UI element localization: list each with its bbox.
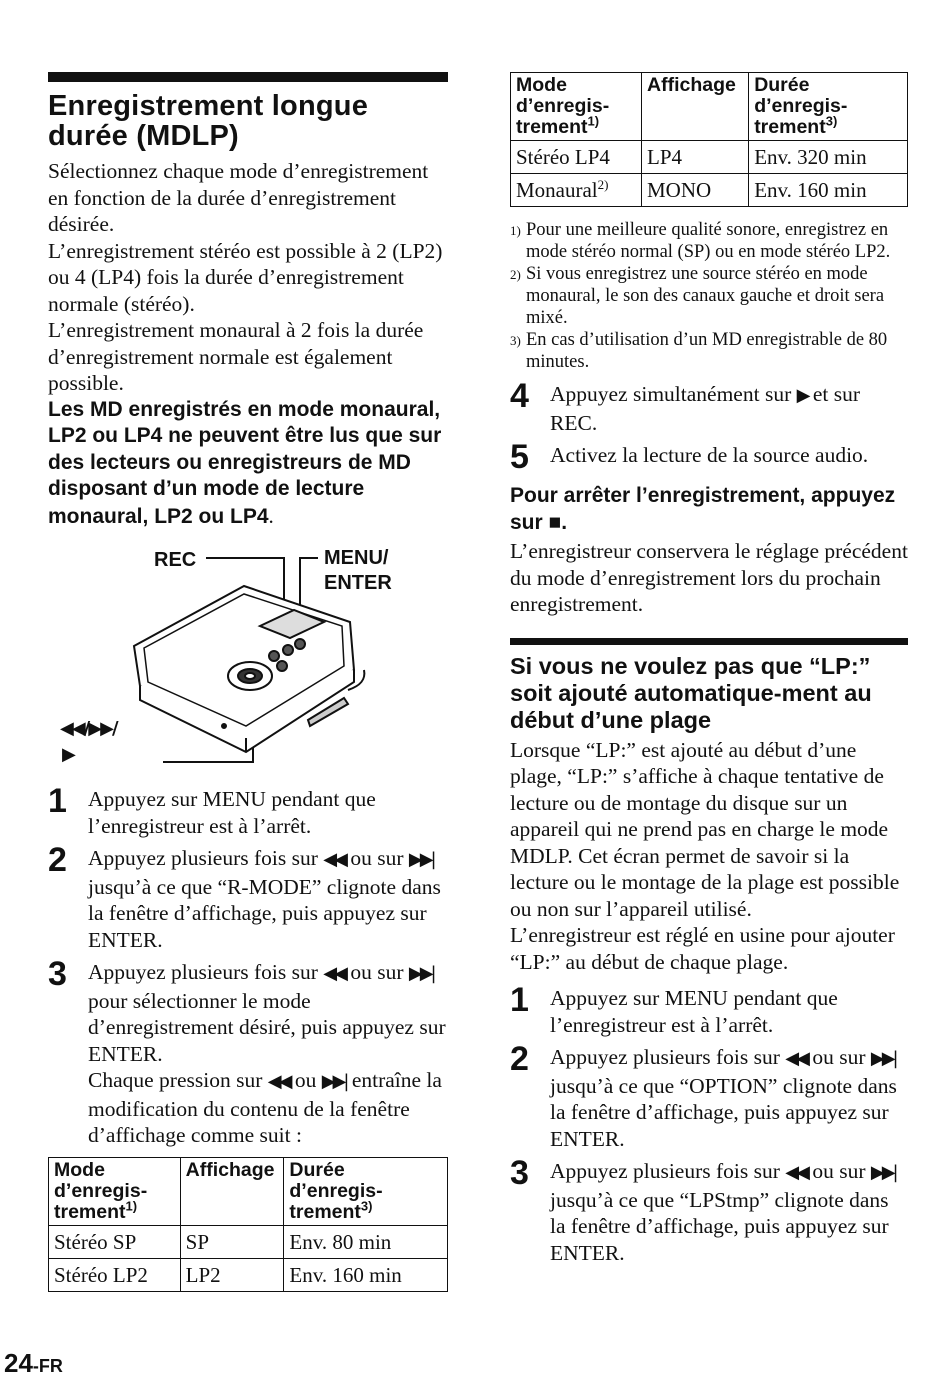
step-number: 4 [510, 377, 529, 415]
table-row [511, 174, 908, 207]
table-cell: LP4 [642, 141, 749, 174]
step-item [510, 377, 908, 436]
step-text: Activez la lecture de la source audio. [550, 443, 869, 467]
intro-paragraph: L’enregistrement monaural à 2 fois la durée d’enregistrement normale est également possible. [48, 318, 424, 395]
label-menu: MENU/ [324, 547, 389, 569]
label-play: ▶ [62, 744, 76, 765]
step-number: 5 [510, 438, 529, 476]
cell-text: Monaural [516, 178, 598, 202]
table-header [49, 1157, 181, 1225]
device-illustration [48, 530, 448, 780]
footnote-text: Pour une meilleure qualité sonore, enregistrez en mode stéréo normal (SP) ou en mode stéréo LP2. [526, 220, 891, 262]
footnote [510, 329, 908, 373]
previous-track-icon: ◀◀ [323, 849, 345, 870]
step-text-part: Appuyez plusieurs fois sur [88, 960, 324, 984]
header-text: Durée d’enregis-trement [754, 74, 848, 138]
intro-text [48, 158, 448, 397]
step-text: Appuyez sur MENU pendant que l’enregistreur est à l’arrêt. [88, 787, 376, 838]
step-text-part: ou sur [344, 960, 409, 984]
footnote-ref: 2) [597, 177, 609, 192]
compatibility-note [48, 397, 448, 531]
table-header [749, 73, 908, 141]
table-cell: Env. 80 min [284, 1225, 448, 1258]
play-icon: ▶ [796, 385, 808, 406]
page-number-value: 24 [4, 1348, 33, 1378]
section-paragraph: L’enregistreur est réglé en usine pour ajouter “LP:” au début de chaque plage. [510, 923, 895, 974]
footnote-text: En cas d’utilisation d’un MD enregistrable de 80 minutes. [526, 330, 888, 372]
step-text-part: Appuyez plusieurs fois sur [550, 1045, 786, 1069]
step-item [510, 981, 908, 1038]
table-header-row [511, 73, 908, 141]
section-text [510, 737, 908, 976]
right-column [510, 72, 908, 1272]
md-recorder-icon [48, 530, 368, 780]
step-text-part: ou sur [344, 846, 409, 870]
step-item [510, 1154, 908, 1266]
step-number: 2 [48, 841, 67, 879]
page-language: -FR [32, 1356, 63, 1376]
step-item [510, 1040, 908, 1152]
header-text: Mode d’enregis-trement [516, 74, 610, 138]
footnote-mark: 1) [510, 223, 521, 238]
section-rule [48, 72, 448, 82]
intro-paragraph: Sélectionnez chaque mode d’enregistrement en fonction de la durée d’enregistrement désirée. [48, 159, 429, 236]
step-text [550, 1044, 908, 1152]
step-item [48, 841, 448, 953]
step-number: 1 [510, 981, 529, 1019]
step-text [550, 1158, 908, 1266]
table-cell: Stéréo LP2 [49, 1258, 181, 1291]
step-item [510, 438, 908, 476]
label-enter: ENTER [324, 572, 392, 594]
step-text [88, 959, 448, 1149]
step-item [48, 955, 448, 1149]
page-title: Enregistrement longue durée (MDLP) [48, 90, 369, 152]
previous-track-icon: ◀◀ [785, 1048, 807, 1069]
step-text-part: et sur REC. [550, 382, 860, 435]
table-row [49, 1225, 448, 1258]
step-text-part: jusqu’à ce que “R-MODE” clignote dans la fenêtre d’affichage, puis appuyez sur ENTER. [88, 874, 441, 952]
mode-table [48, 1157, 448, 1292]
step-text-part: Chaque pression sur [88, 1068, 268, 1092]
label-rec: REC [154, 549, 197, 571]
table-header: Affichage [180, 1157, 284, 1225]
header-text: Durée d’enregis-trement [289, 1158, 383, 1223]
table-cell [511, 174, 642, 207]
section-title: Si vous ne voulez pas que “LP:” soit ajouté automatique-ment au début d’une plage [510, 652, 872, 733]
footnote-mark: 2) [510, 267, 521, 282]
footnote-mark: 3) [510, 333, 521, 348]
step-item [48, 782, 448, 839]
footnote-ref: 1) [125, 1198, 138, 1213]
table-header [284, 1157, 448, 1225]
table-header: Affichage [642, 73, 749, 141]
step-number: 2 [510, 1040, 529, 1078]
table-cell: Stéréo SP [49, 1225, 181, 1258]
previous-track-icon: ◀◀ [785, 1162, 807, 1183]
table-cell: Env. 160 min [284, 1258, 448, 1291]
table-cell: Env. 160 min [749, 174, 908, 207]
next-track-icon: ▶▶| [321, 1071, 347, 1092]
intro-paragraph: L’enregistrement stéréo est possible à 2 (LP2) ou 4 (LP4) fois la durée d’enregistrement normale (stéréo). [48, 238, 443, 316]
table-header [511, 73, 642, 141]
stop-heading: Pour arrêter l’enregistrement, appuyez sur ■. [510, 484, 896, 534]
label-controls: ◀◀/▶▶/ [60, 718, 117, 739]
step-text-part: Appuyez plusieurs fois sur [550, 1159, 786, 1183]
table-row [511, 141, 908, 174]
header-text: Mode d’enregis-trement [54, 1158, 148, 1223]
step-text-part: pour sélectionner le mode d’enregistrement désiré, puis appuyez sur ENTER. [88, 988, 446, 1066]
footnote [510, 219, 908, 263]
table-cell: MONO [642, 174, 749, 207]
step-text-part: ou sur [806, 1159, 871, 1183]
table-cell: LP2 [180, 1258, 284, 1291]
previous-track-icon: ◀◀ [267, 1071, 290, 1092]
step-text-part: Appuyez plusieurs fois sur [88, 846, 324, 870]
footnote-ref: 3) [825, 113, 838, 129]
mode-table [510, 72, 908, 207]
table-cell: Env. 320 min [749, 141, 908, 174]
compatibility-note-text: Les MD enregistrés en mode monaural, LP2 ou LP4 ne peuvent être lus que sur des lecteurs ou enregistreurs de MD disposant d’un mode de lecture monaural, LP2 ou LP4 [48, 397, 442, 528]
step-number: 3 [48, 955, 67, 993]
next-track-icon: ▶▶| [870, 1048, 896, 1069]
footnote-text: Si vous enregistrez une source stéréo en mode monaural, le son des canaux gauche et droit sera mixé. [526, 264, 885, 328]
step-text: Appuyez sur MENU pendant que l’enregistreur est à l’arrêt. [550, 986, 838, 1037]
section-paragraph: Lorsque “LP:” est ajouté au début d’une plage, “LP:” s’affiche à chaque tentative de lecture ou de montage du disque sur un appareil qui ne prend pas en charge le mode MDLP. Cet écran permet de savoir si la lecture ou le montage de la plage est possible ou non sur l’appareil utilisé. [510, 737, 900, 921]
step-number: 1 [48, 782, 67, 820]
table-cell: SP [180, 1225, 284, 1258]
section-rule [510, 638, 908, 645]
step-text-part: ou sur [806, 1045, 871, 1069]
step-text [550, 381, 908, 436]
step-text-part: entraîne la modification du contenu de la fenêtre d’affichage comme suit : [88, 1068, 442, 1147]
step-text-part: jusqu’à ce que “LPStmp” clignote dans la fenêtre d’affichage, puis appuyez sur ENTER. [550, 1187, 889, 1265]
footnote-ref: 1) [587, 113, 600, 129]
next-track-icon: ▶▶| [870, 1162, 896, 1183]
step-number: 3 [510, 1154, 529, 1192]
next-track-icon: ▶▶| [408, 963, 434, 984]
left-column [48, 72, 448, 1292]
step-text-part: Appuyez simultanément sur [550, 382, 797, 406]
footnote-ref: 3) [360, 1198, 373, 1213]
table-header-row [49, 1157, 448, 1225]
page-number [4, 1348, 63, 1379]
stop-text: L’enregistreur conservera le réglage précédent du mode d’enregistrement lors du prochain enregistrement. [510, 539, 908, 616]
step-text-part: ou [289, 1068, 322, 1092]
step-text [88, 845, 448, 953]
table-cell: Stéréo LP4 [511, 141, 642, 174]
table-row [49, 1258, 448, 1291]
footnote [510, 263, 908, 329]
next-track-icon: ▶▶| [408, 849, 434, 870]
step-text-part: jusqu’à ce que “OPTION” clignote dans la fenêtre d’affichage, puis appuyez sur ENTER. [550, 1073, 897, 1151]
footnotes [510, 219, 908, 373]
previous-track-icon: ◀◀ [323, 963, 345, 984]
compatibility-note-period: . [268, 503, 274, 528]
